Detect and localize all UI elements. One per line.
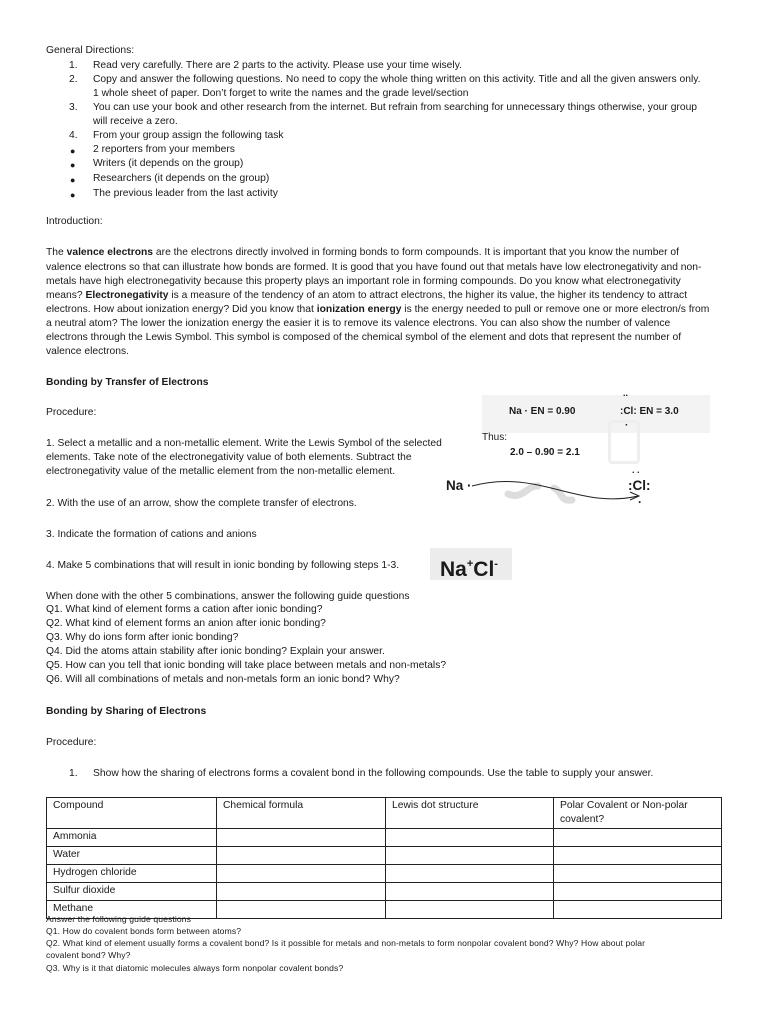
bullet-text: 2 reporters from your members xyxy=(93,144,235,155)
formula-answer-cell[interactable] xyxy=(217,847,386,865)
compound-table xyxy=(46,797,722,919)
table-row xyxy=(47,847,722,865)
bullet-icon: ● xyxy=(70,175,76,185)
transfer-guide-intro: When done with the other 5 combinations, answer the following guide questions xyxy=(46,591,410,602)
table-row xyxy=(47,865,722,883)
term-ionization-energy: ionization energy xyxy=(316,304,402,315)
direction-number: 1. xyxy=(69,60,78,71)
header-compound: Compound xyxy=(47,798,217,829)
cl-bottom-dot: · xyxy=(625,420,629,431)
sharing-question-2-continued: covalent bond? Why? xyxy=(46,950,131,960)
plus-charge: + xyxy=(466,558,474,570)
cl-big-bottom-dot: · xyxy=(638,495,642,509)
sharing-question-2: Q2. What kind of element usually forms a covalent bond? Is it possible for metals and non-metals to form nonpolar covalent bond? Why? How about polar xyxy=(46,938,646,948)
step-text: Show how the sharing of electrons forms a covalent bond in the following compounds. Use the table to supply your answer. xyxy=(93,768,654,779)
transfer-question-6: Q6. Will all combinations of metals and non-metals form an ionic bond? Why? xyxy=(46,674,400,685)
table-row xyxy=(47,883,722,901)
compound-cell: Sulfur dioxide xyxy=(47,883,217,901)
lewis-answer-cell[interactable] xyxy=(386,847,554,865)
transfer-step-3: 3. Indicate the formation of cations and anions xyxy=(46,529,257,540)
lewis-answer-cell[interactable] xyxy=(386,865,554,883)
bullet-icon: ● xyxy=(70,160,76,170)
minus-charge: - xyxy=(494,558,498,570)
transfer-question-5: Q5. How can you tell that ionic bonding will take place between metals and non-metals? xyxy=(46,660,447,671)
bullet-icon: ● xyxy=(70,190,76,200)
introduction-heading: Introduction: xyxy=(46,216,103,227)
transfer-procedure-label: Procedure: xyxy=(46,407,97,418)
cl-big-top-dots: . . xyxy=(632,465,640,475)
transfer-step-4: 4. Make 5 combinations that will result in ionic bonding by following steps 1-3. xyxy=(46,560,400,571)
term-electronegativity: Electronegativity xyxy=(85,290,169,301)
transfer-question-2: Q2. What kind of element forms an anion after ionic bonding? xyxy=(46,618,326,629)
header-polarity: Polar Covalent or Non-polar covalent? xyxy=(554,798,722,829)
formula-answer-cell[interactable] xyxy=(217,883,386,901)
sodium-lewis-symbol: Na · xyxy=(446,478,472,493)
chloride-ion: Cl xyxy=(473,558,495,581)
compound-cell: Methane xyxy=(47,901,217,919)
sharing-question-1: Q1. How do covalent bonds form between atoms? xyxy=(46,926,242,936)
term-valence-electrons: valence electrons xyxy=(66,247,154,258)
en-difference-calc: 2.0 – 0.90 = 2.1 xyxy=(510,447,580,458)
compound-cell: Hydrogen chloride xyxy=(47,865,217,883)
transfer-question-1: Q1. What kind of element forms a cation after ionic bonding? xyxy=(46,604,323,615)
bullet-text: Writers (it depends on the group) xyxy=(93,158,244,169)
polarity-answer-cell[interactable] xyxy=(554,847,722,865)
thus-label: Thus: xyxy=(482,432,508,443)
chlorine-lewis-symbol: :Cl: xyxy=(628,478,651,493)
table-header-row xyxy=(47,798,722,829)
bullet-icon: ● xyxy=(70,146,76,156)
polarity-answer-cell[interactable] xyxy=(554,901,722,919)
direction-text: Copy and answer the following questions. No need to copy the whole thing written on this activity. Title and all the given answers only. xyxy=(93,74,701,85)
transfer-heading: Bonding by Transfer of Electrons xyxy=(46,377,209,388)
lewis-answer-cell[interactable] xyxy=(386,883,554,901)
lewis-answer-cell[interactable] xyxy=(386,829,554,847)
electron-transfer-arrow xyxy=(468,470,658,510)
general-directions-heading: General Directions: xyxy=(46,45,135,56)
sharing-guide-intro: Answer the following guide questions xyxy=(46,914,192,924)
transfer-question-3: Q3. Why do ions form after ionic bonding? xyxy=(46,632,239,643)
cl-top-dots: .. xyxy=(623,388,629,398)
direction-text: 1 whole sheet of paper. Don’t forget to write the names and the grade level/section xyxy=(93,88,469,99)
step-number: 1. xyxy=(69,768,78,779)
compound-cell: Ammonia xyxy=(47,829,217,847)
transfer-question-4: Q4. Did the atoms attain stability after ionic bonding? Explain your answer. xyxy=(46,646,385,657)
direction-text: From your group assign the following task xyxy=(93,130,284,141)
direction-text: will receive a zero. xyxy=(93,116,178,127)
lewis-answer-cell[interactable] xyxy=(386,901,554,919)
figure-faint-mark xyxy=(608,420,640,464)
ionic-product-label xyxy=(440,549,498,585)
bullet-text: The previous leader from the last activity xyxy=(93,188,278,199)
sharing-question-3: Q3. Why is it that diatomic molecules always form nonpolar covalent bonds? xyxy=(46,963,344,973)
transfer-step-2: 2. With the use of an arrow, show the complete transfer of electrons. xyxy=(46,498,357,509)
direction-number: 2. xyxy=(69,74,78,85)
formula-answer-cell[interactable] xyxy=(217,901,386,919)
direction-text: Read very carefully. There are 2 parts to the activity. Please use your time wisely. xyxy=(93,60,462,71)
polarity-answer-cell[interactable] xyxy=(554,883,722,901)
table-row xyxy=(47,829,722,847)
direction-text: You can use your book and other research from the internet. But refrain from searching for unnecessary things otherwise, your group xyxy=(93,102,698,113)
header-lewis-structure: Lewis dot structure xyxy=(386,798,554,829)
bullet-text: Researchers (it depends on the group) xyxy=(93,173,270,184)
formula-answer-cell[interactable] xyxy=(217,829,386,847)
sodium-ion: Na xyxy=(440,558,467,581)
header-chemical-formula: Chemical formula xyxy=(217,798,386,829)
polarity-answer-cell[interactable] xyxy=(554,829,722,847)
sharing-heading: Bonding by Sharing of Electrons xyxy=(46,706,207,717)
direction-number: 4. xyxy=(69,130,78,141)
sodium-en-label: Na · EN = 0.90 xyxy=(509,406,576,417)
direction-number: 3. xyxy=(69,102,78,113)
polarity-answer-cell[interactable] xyxy=(554,865,722,883)
compound-cell: Water xyxy=(47,847,217,865)
formula-answer-cell[interactable] xyxy=(217,865,386,883)
sharing-procedure-label: Procedure: xyxy=(46,737,97,748)
chlorine-en-label: :Cl: EN = 3.0 xyxy=(620,406,679,417)
